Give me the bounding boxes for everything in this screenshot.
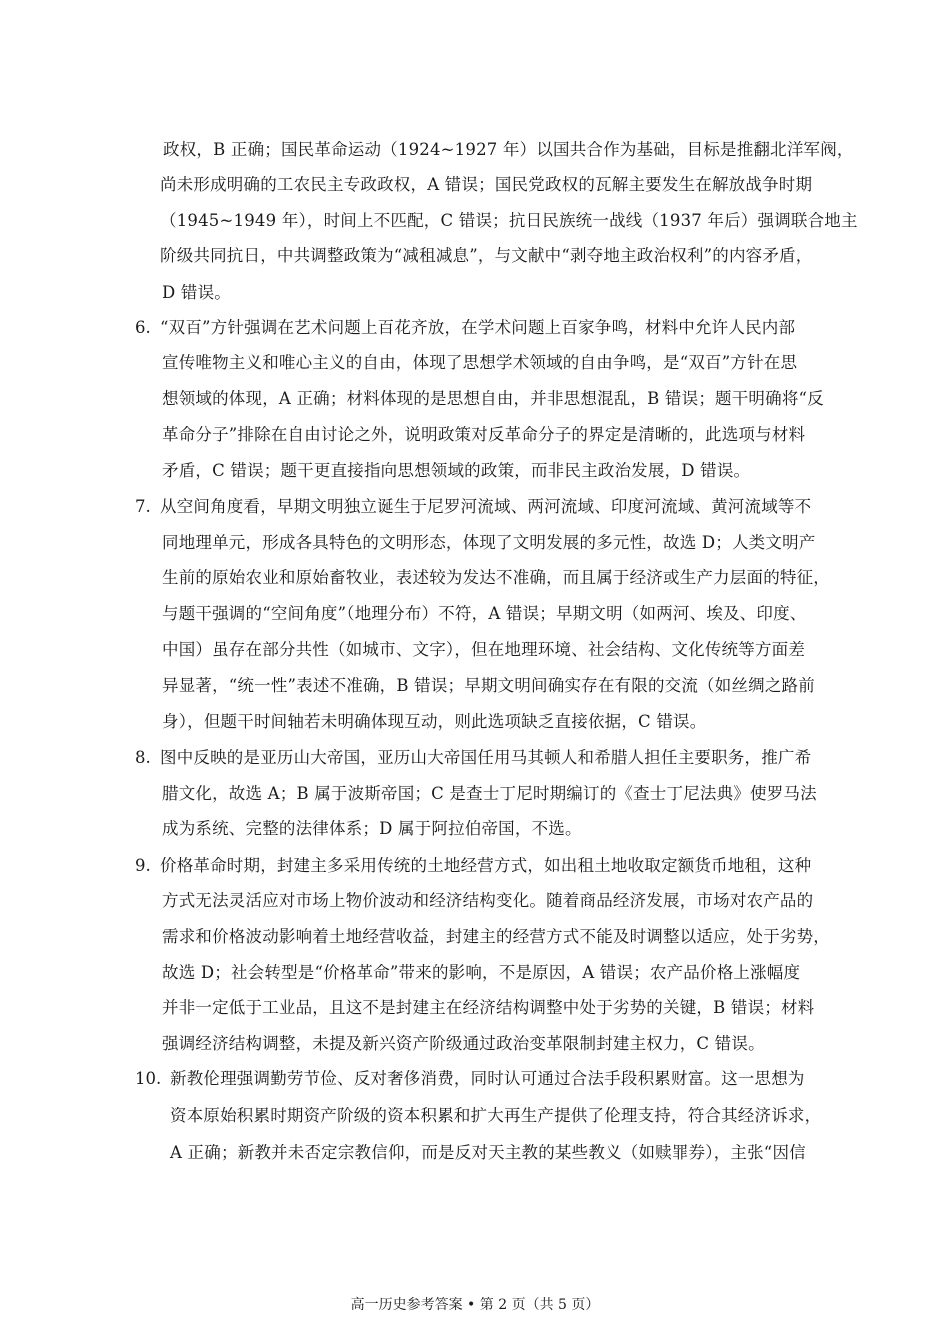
text-line: 异显著，“统一性”表述不准确，B 错误；早期文明间确实存在有限的交流（如丝绸之路前	[162, 676, 815, 695]
text-line: 强调经济结构调整，未提及新兴资产阶级通过政治变革限制封建主权力，C 错误。	[162, 1034, 765, 1053]
text-line: 方式无法灵活应对市场上物价波动和经济结构变化。随着商品经济发展，市场对农产品的	[162, 891, 814, 910]
text-line: 生前的原始农业和原始畜牧业，表述较为发达不准确，而且属于经济或生产力层面的特征，	[162, 568, 830, 587]
text-line: 图中反映的是亚历山大帝国，亚历山大帝国任用马其顿人和希腊人担任主要职务，推广希	[160, 748, 812, 767]
text-line: 故选 D；社会转型是“价格革命”带来的影响，不是原因，A 错误；农产品价格上涨幅度	[162, 963, 801, 982]
text-line: 身），但题干时间轴若未明确体现互动，则此选项缺乏直接依据，C 错误。	[162, 712, 707, 731]
item-number: 8.	[135, 748, 151, 767]
text-line: 想领域的体现，A 正确；材料体现的是思想自由，并非思想混乱，B 错误；题干明确将“反	[162, 389, 824, 408]
text-line: 从空间角度看，早期文明独立诞生于尼罗河流域、两河流域、印度河流域、黄河流域等不	[160, 497, 812, 516]
text-line: 尚未形成明确的工农民主专政政权，A 错误；国民党政权的瓦解主要发生在解放战争时期	[160, 175, 813, 194]
text-line: 宣传唯物主义和唯心主义的自由，体现了思想学术领域的自由争鸣，是“双百”方针在思	[162, 353, 798, 372]
text-line: A 正确；新教并未否定宗教信仰，而是反对天主教的某些教义（如赎罪券），主张“因信	[170, 1143, 806, 1162]
text-line: “双百”方针强调在艺术问题上百花齐放，在学术问题上百家争鸣，材料中允许人民内部	[160, 318, 796, 337]
text-line: （1945~1949 年），时间上不匹配，C 错误；抗日民族统一战线（1937 年后）强调联合地主	[160, 211, 858, 230]
text-line: 与题干强调的“空间角度”（地理分布）不符，A 错误；早期文明（如两河、埃及、印度、	[162, 604, 807, 623]
text-line: D 错误。	[162, 283, 231, 302]
text-line: 阶级共同抗日，中共调整政策为“减租减息”，与文献中“剥夺地主政治权利”的内容矛盾，	[160, 246, 813, 265]
text-line: 矛盾，C 错误；题干更直接指向思想领域的政策，而非民主政治发展，D 错误。	[162, 461, 751, 480]
text-line: 成为系统、完整的法律体系；D 属于阿拉伯帝国，不选。	[162, 819, 582, 838]
item-number: 9.	[135, 856, 151, 875]
text-line: 革命分子”排除在自由讨论之外，说明政策对反革命分子的界定是清晰的，此选项与材料	[162, 425, 806, 444]
page-footer: 高一历史参考答案 • 第 2 页（共 5 页）	[350, 1297, 600, 1313]
text-line: 腊文化，故选 A；B 属于波斯帝国；C 是查士丁尼时期编订的《查士丁尼法典》使罗马法	[162, 784, 817, 803]
text-line: 资本原始积累时期资产阶级的资本积累和扩大再生产提供了伦理支持，符合其经济诉求，	[170, 1106, 822, 1125]
text-line: 价格革命时期，封建主多采用传统的土地经营方式，如出租土地收取定额货币地租，这种	[160, 856, 812, 875]
text-line: 中国）虽存在部分共性（如城市、文字），但在地理环境、社会结构、文化传统等方面差	[162, 640, 806, 659]
item-number: 10.	[135, 1069, 162, 1088]
text-line: 同地理单元，形成各具特色的文明形态，体现了文明发展的多元性，故选 D；人类文明产	[162, 533, 816, 552]
text-line: 并非一定低于工业品，且这不是封建主在经济结构调整中处于劣势的关键，B 错误；材料	[162, 998, 815, 1017]
item-number: 7.	[135, 497, 151, 516]
text-line: 新教伦理强调勤劳节俭、反对奢侈消费，同时认可通过合法手段积累财富。这一思想为	[170, 1069, 805, 1088]
text-line: 政权，B 正确；国民革命运动（1924~1927 年）以国共合作为基础，目标是推翻北洋军阀，	[163, 140, 854, 159]
text-line: 需求和价格波动影响着土地经营收益，封建主的经营方式不能及时调整以适应，处于劣势，	[162, 927, 830, 946]
item-number: 6.	[135, 318, 151, 337]
